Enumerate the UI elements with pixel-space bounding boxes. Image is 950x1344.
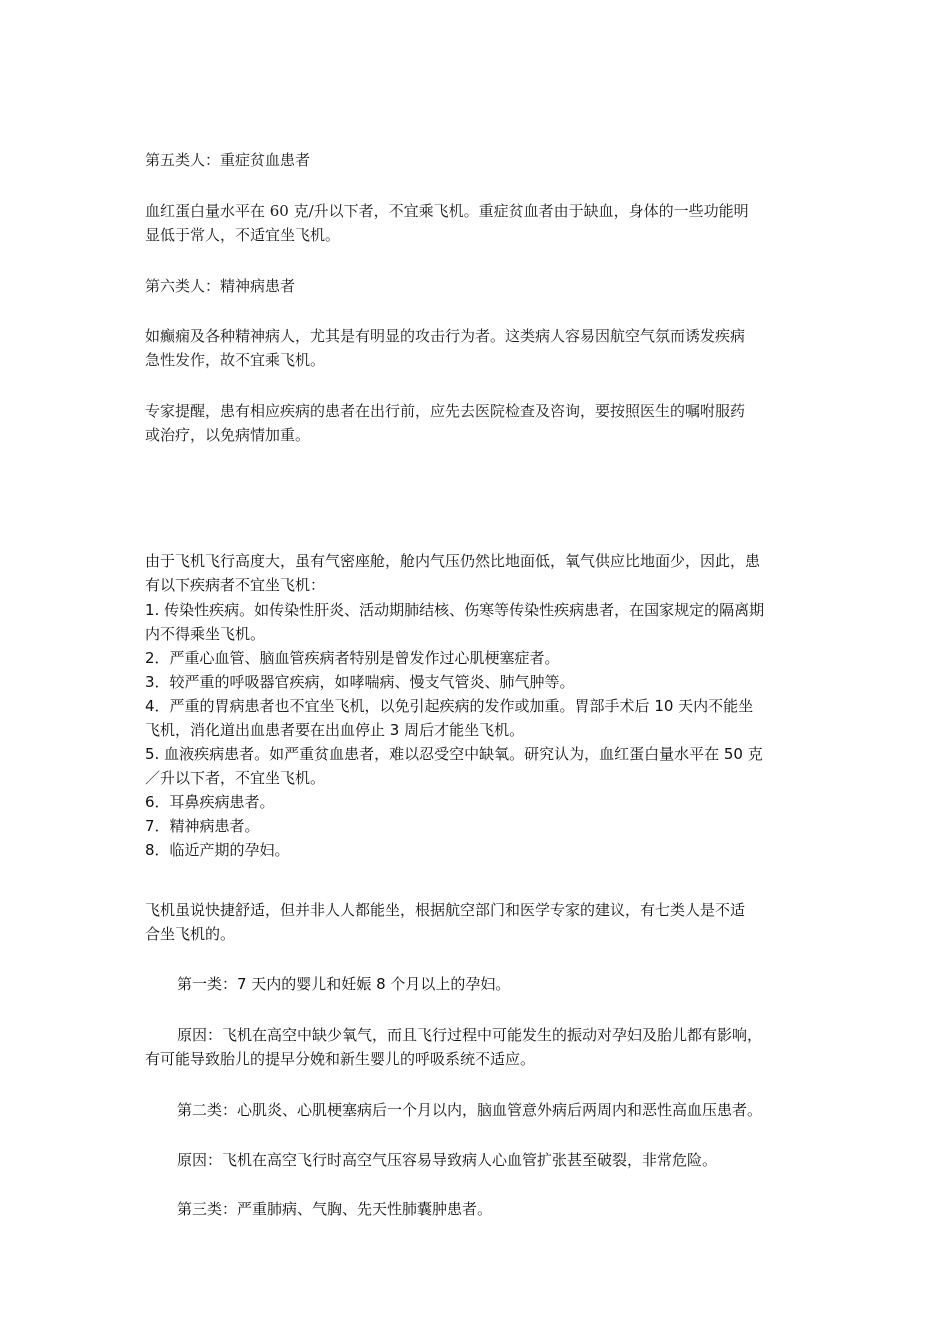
class-1 (177, 972, 813, 996)
paragraph-line: 原因：飞机在高空中缺少氧气，而且飞行过程中可能发生的振动对孕妇及胎儿都有影响， (177, 1026, 763, 1044)
list-item: 1. 传染性疾病。如传染性肝炎、活动期肺结核、伤寒等传染性疾病患者，在国家规定的隔离期 (145, 601, 765, 619)
paragraph-line: 显低于常人，不适宜坐飞机。 (145, 226, 341, 244)
paragraph-line: 第一类：7 天内的婴儿和妊娠 8 个月以上的孕妇。 (177, 975, 511, 993)
list-item: 5. 血液疾病患者。如严重贫血患者，难以忍受空中缺氧。研究认为，血红蛋白量水平在 50 克 (145, 745, 763, 763)
paragraph-mental (145, 324, 813, 372)
paragraph-line: 有可能导致胎儿的提早分娩和新生婴儿的呼吸系统不适应。 (145, 1050, 536, 1068)
paragraph-line: 合坐飞机的。 (145, 925, 236, 943)
paragraph-line: 第三类：严重肺病、气胸、先天性肺囊肿患者。 (177, 1200, 493, 1218)
paragraph-intro (145, 549, 813, 597)
paragraph-line: 急性发作，故不宜乘飞机。 (145, 351, 326, 369)
list-item: 7．精神病患者。 (145, 817, 260, 835)
paragraph-line: 如癫痫及各种精神病人，尤其是有明显的攻击行为者。这类病人容易因航空气氛而诱发疾病 (145, 327, 746, 345)
list-item: ／升以下者，不宜坐飞机。 (145, 769, 326, 787)
paragraph-line: 由于飞机飞行高度大，虽有气密座舱，舱内气压仍然比地面低，氧气供应比地面少，因此，患 (145, 552, 761, 570)
paragraph-line: 原因：飞机在高空飞行时高空气压容易导致病人心血管扩张甚至破裂，非常危险。 (177, 1151, 718, 1169)
list-item: 4．严重的胃病患者也不宜坐飞机，以免引起疾病的发作或加重。胃部手术后 10 天内不能坐 (145, 697, 754, 715)
disease-list (145, 598, 813, 862)
paragraph-line: 或治疗，以免病情加重。 (145, 426, 311, 444)
list-item: 6．耳鼻疾病患者。 (145, 793, 275, 811)
heading-text: 第六类人：精神病患者 (145, 277, 296, 295)
list-item: 2．严重心血管、脑血管疾病者特别是曾发作过心肌梗塞症者。 (145, 649, 560, 667)
list-item: 飞机，消化道出血患者要在出血停止 3 周后才能坐飞机。 (145, 721, 525, 739)
list-item: 内不得乘坐飞机。 (145, 625, 266, 643)
class-2 (177, 1098, 813, 1122)
paragraph-seven-classes (145, 898, 813, 946)
heading-category-5 (145, 148, 813, 172)
paragraph-line: 专家提醒，患有相应疾病的患者在出行前，应先去医院检查及咨询，要按照医生的嘱咐服药 (145, 402, 746, 420)
heading-text: 第五类人：重症贫血患者 (145, 151, 311, 169)
class-3 (177, 1197, 813, 1221)
paragraph-line: 有以下疾病者不宜坐飞机： (145, 576, 326, 594)
reason-1-continued (145, 1047, 813, 1071)
paragraph-line: 飞机虽说快捷舒适，但并非人人都能坐，根据航空部门和医学专家的建议，有七类人是不适 (145, 901, 746, 919)
reason-2 (177, 1148, 813, 1172)
paragraph-anemia (145, 199, 813, 247)
paragraph-line: 第二类：心肌炎、心肌梗塞病后一个月以内，脑血管意外病后两周内和恶性高血压患者。 (177, 1101, 763, 1119)
heading-category-6 (145, 274, 813, 298)
paragraph-line: 血红蛋白量水平在 60 克/升以下者，不宜乘飞机。重症贫血者由于缺血，身体的一些功能明 (145, 202, 749, 220)
list-item: 3．较严重的呼吸器官疾病，如哮喘病、慢支气管炎、肺气肿等。 (145, 673, 575, 691)
paragraph-advice (145, 399, 813, 447)
list-item: 8．临近产期的孕妇。 (145, 841, 290, 859)
reason-1 (177, 1023, 813, 1047)
